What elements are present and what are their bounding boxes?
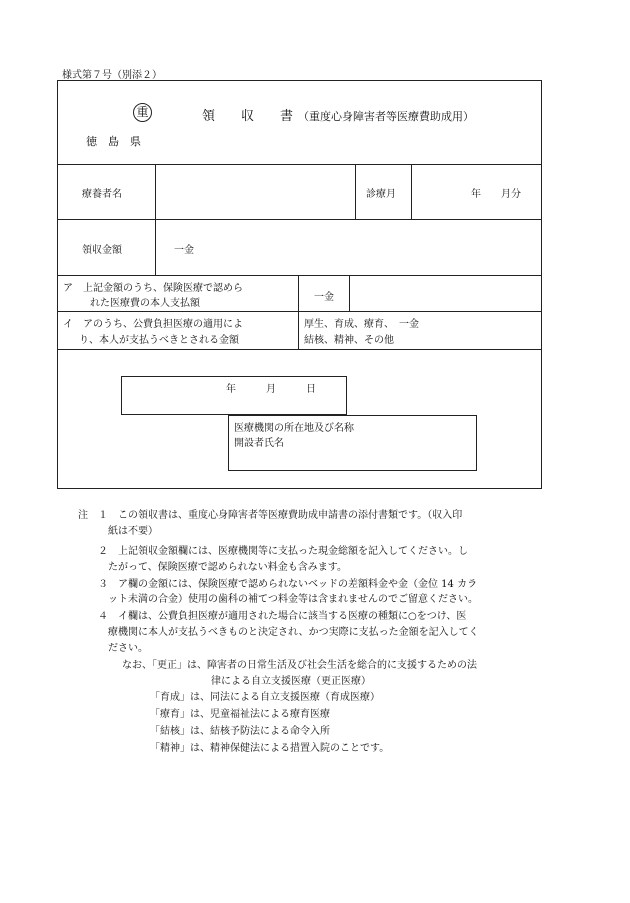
received-amount-field[interactable]: 一金 bbox=[174, 245, 194, 256]
public-burden-label-1: イ アのうち、公費負担医療の適用によ bbox=[63, 319, 243, 330]
note-2-line-1: ２ 上記領収金額欄には、医療機関等に支払った現金総額を記入してください。し bbox=[98, 546, 468, 557]
divider-row3 bbox=[57, 311, 542, 312]
divider-amount-col bbox=[298, 275, 299, 349]
note-definition-seishin: 「精神」は、精神保健法による措置入院のことです。 bbox=[150, 743, 390, 754]
note-3-line-1: ３ ア欄の金額には、保険医療で認められないベッドの差額料金や金（金位 14 カラ bbox=[98, 579, 478, 590]
medical-types-line-2[interactable]: 結核、精神、その他 bbox=[304, 335, 394, 346]
public-burden-label-2: り、本人が支払うべきとされる金額 bbox=[79, 335, 239, 346]
insured-amount-label-1: ア 上記金額のうち、保険医療で認めら bbox=[63, 283, 243, 294]
note-3-line-2: ット未満の合金）使用の歯科の補てつ料金等は含まれませんのでご留意ください。 bbox=[108, 594, 478, 605]
note-definition-kekkaku: 「結核」は、結核予防法による命令入所 bbox=[150, 726, 330, 737]
treatment-month-field[interactable]: 年 月分 bbox=[471, 189, 521, 200]
note-4-line-3: ださい。 bbox=[108, 643, 148, 654]
date-field: 年 月 日 bbox=[226, 384, 316, 395]
insured-amount-label-2: れた医療費の本人支払額 bbox=[90, 298, 200, 309]
note-2-line-2: たがって、保険医療で認められない料金も含みます。 bbox=[108, 562, 347, 573]
divider-row1 bbox=[57, 219, 542, 220]
divider-row2 bbox=[57, 275, 542, 276]
institution-name-label: 医療機関の所在地及び名称 bbox=[234, 423, 354, 434]
receipt-subtitle: （重度心身障害者等医療費助成用） bbox=[298, 110, 474, 123]
patient-name-field[interactable] bbox=[156, 165, 354, 218]
founder-name-label: 開設者氏名 bbox=[234, 438, 284, 449]
note-nb-line-1: なお、「更正」は、障害者の日常生活及び社会生活を総合的に支援するための法 bbox=[122, 660, 477, 671]
divider-month-col-left bbox=[355, 164, 356, 219]
note-nb-line-2: 律による自立支援医療（更正医療） bbox=[211, 676, 371, 687]
treatment-month-label: 診療月 bbox=[366, 189, 396, 200]
prefecture: 徳 島 県 bbox=[86, 135, 141, 148]
notes-prefix: 注 bbox=[78, 510, 88, 521]
insured-amount-field[interactable]: 一金 bbox=[314, 292, 334, 303]
note-4-line-1: ４ イ欄は、公費負担医療が適用された場合に該当する医療の種類に○をつけ、医 bbox=[98, 611, 467, 622]
note-1-line-2: 紙は不要） bbox=[108, 526, 158, 537]
divider-amount-value-col bbox=[349, 275, 350, 311]
note-4-line-2: 療機関に本人が支払うべきものと決定され、かつ実際に支払った金額を記入してく bbox=[108, 627, 479, 638]
receipt-title: 領 収 書 bbox=[202, 109, 294, 124]
medical-types-line-1[interactable]: 厚生、育成、療育、 一金 bbox=[304, 319, 419, 330]
seal-mark: 重 bbox=[133, 103, 152, 122]
divider-row4 bbox=[57, 349, 542, 350]
note-1-line-1: １ この領収書は、重度心身障害者等医療費助成申請書の添付書類です。（収入印 bbox=[98, 510, 463, 521]
divider-month-col-right bbox=[411, 164, 412, 219]
received-amount-label: 領収金額 bbox=[82, 245, 122, 256]
form-number: 様式第７号（別添２） bbox=[62, 70, 162, 81]
patient-name-label: 療養者名 bbox=[82, 189, 122, 200]
note-definition-ryoiku: 「療育」は、児童福祉法による療育医療 bbox=[150, 709, 330, 720]
note-definition-ikusei: 「育成」は、同法による自立支援医療（育成医療） bbox=[150, 692, 380, 703]
